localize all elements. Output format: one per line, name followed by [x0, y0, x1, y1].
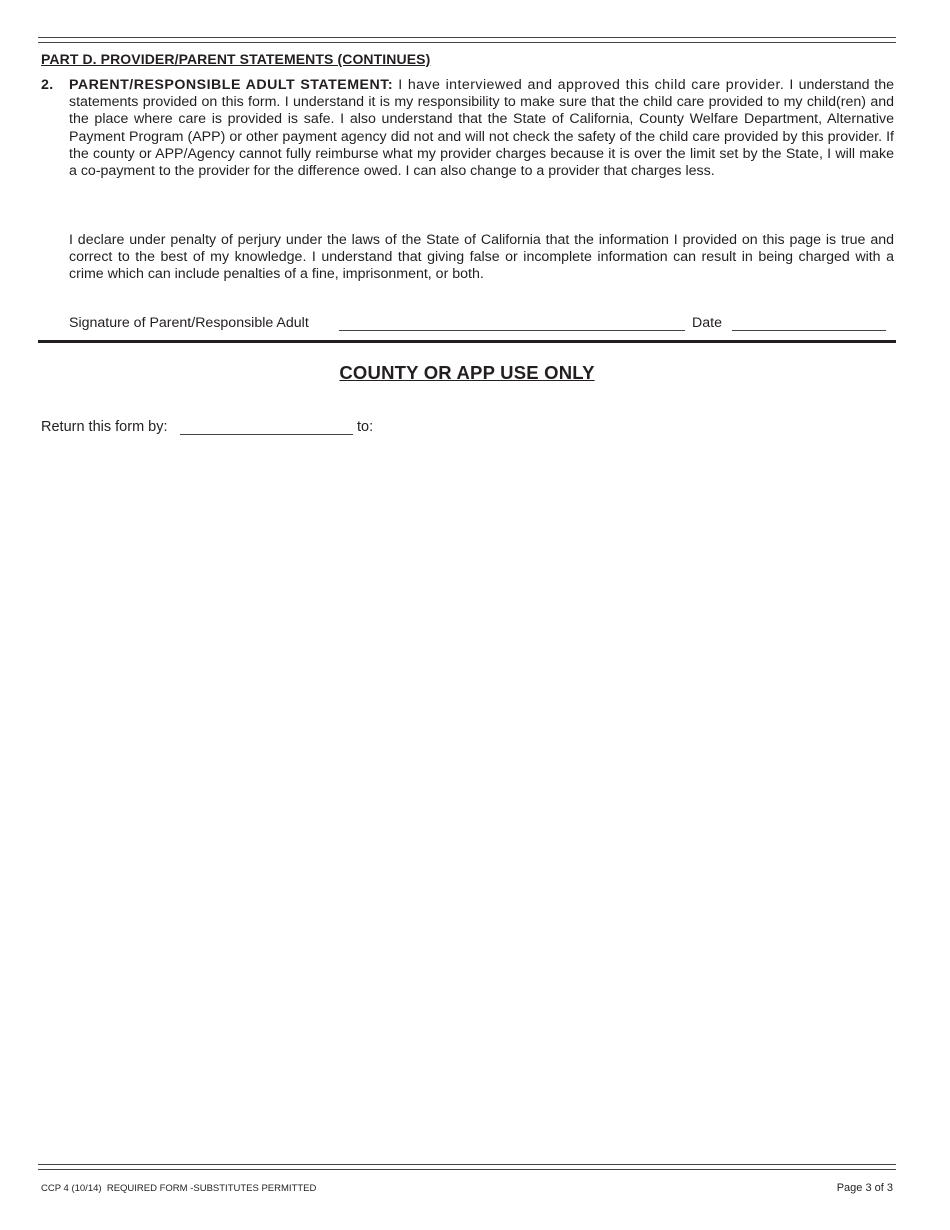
- statement-text-first: I have interviewed and approved this child care provider. I: [393, 77, 794, 93]
- return-row: [41, 419, 401, 439]
- return-label: Return this form by:: [41, 419, 168, 435]
- form-id: CCP 4 (10/14) REQUIRED FORM -SUBSTITUTES PERMITTED: [41, 1183, 317, 1194]
- section-divider: [38, 340, 896, 343]
- signature-label: Signature of Parent/Responsible Adult: [69, 315, 309, 331]
- page-number: Page 3 of 3: [836, 1182, 893, 1194]
- county-use-heading: COUNTY OR APP USE ONLY: [339, 362, 595, 383]
- date-label: Date: [692, 315, 722, 331]
- parent-statement-item: [41, 77, 894, 180]
- bottom-double-rule: [38, 1164, 896, 1170]
- part-d-heading: PART D. PROVIDER/PARENT STATEMENTS (CONTINUES): [41, 51, 431, 67]
- date-field[interactable]: [732, 330, 886, 331]
- return-date-field[interactable]: [180, 434, 353, 435]
- statement-lead: PARENT/RESPONSIBLE ADULT STATEMENT:: [69, 77, 394, 93]
- statement-text-rest: understand the statements provided on this form. I understand it is my responsibility to make sure that the child care provided to my child(ren) and the place where care is provided is safe. I also understand that the State of California, County Welfare Department, Alternative Payment Program (APP) or other payment agency did not and will not check the safety of the child care provided by this provider. If the county or APP/Agency cannot fully reimburse what my provider charges because it is over the limit set by the State, I will make a co-payment to the provider for the difference owed. I can also change to a provider that charges less.: [69, 77, 894, 180]
- signature-field[interactable]: [339, 330, 685, 331]
- return-to-label: to:: [357, 419, 374, 435]
- signature-row: [69, 315, 894, 335]
- parent-statement-text: [69, 77, 894, 180]
- item-number: 2.: [41, 77, 54, 93]
- top-double-rule: [38, 37, 896, 43]
- perjury-declaration: I declare under penalty of perjury under the laws of the State of California that the information I provided on this page is true and correct to the best of my knowledge. I understand that giving false or incomplete information can result in being charged with a crime which can include penalties of a fine, imprisonment, or both.: [69, 232, 894, 283]
